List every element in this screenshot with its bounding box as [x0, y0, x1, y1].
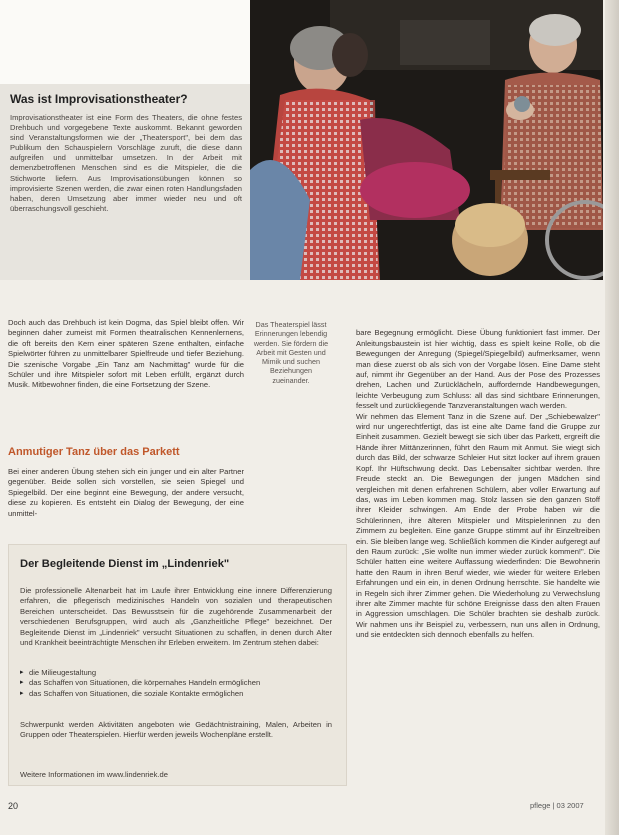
info-box-title: Was ist Improvisationstheater? [10, 92, 188, 106]
box-outro: Schwerpunkt werden Aktivitäten angeboten wie Gedächtnistraining, Malen, Arbeiten in Gruppen oder Theaterspielen. Hierfür werden jeweils Wochenpläne erstellt. [20, 720, 332, 740]
list-item: ▸ das Schaffen von Situationen, die soziale Kontakte ermöglichen [20, 689, 335, 699]
photo-caption: Das Theaterspiel lässt Erinnerungen lebendig werden. Sie fördern die Arbeit mit Gesten und Mimik und suchen Beziehungen zueinander. [253, 320, 329, 385]
theatre-photo [250, 0, 603, 280]
box-more-info-link[interactable]: Weitere Informationen im www.lindenriek.de [20, 770, 169, 779]
page-number: 20 [8, 801, 19, 811]
section-subheading: Anmutiger Tanz über das Parkett [8, 446, 180, 458]
magazine-issue: pflege | 03 2007 [530, 801, 584, 810]
left-column-intro-text: Doch auch das Drehbuch ist kein Dogma, das Spiel bleibt offen. Wir beginnen daher zumeist mit Formen theatralischen Kennenlernens, die oft bereits den Kern einer späteren Szene enthalten, einfache Spielwörter führen zu unmittelbarer Spielfreude und tiefer Beziehung. Die szenische Vorgabe „Ein Tanz am Nachmittag" wurde für die Schüler und ihre Mitspieler sofort mit Leben erfüllt, ergänzt durch Musik. Mitbewohner finden, die eine Fortsetzung der Szene. [8, 318, 244, 390]
top-margin [0, 0, 250, 84]
info-box-begleitender-dienst [8, 544, 347, 786]
left-column-body-text: Bei einer anderen Übung stehen sich ein junger und ein alter Partner gegenüber. Beide sollen sich vorstellen, sie seien Spiegel und Spiegelbild. Der eine beginnt eine Bewegung, der andere versucht, diese zu kopieren. Es entsteht ein Dialog der Bewegung, der eine unmittel- [8, 467, 244, 518]
box-title: Der Begleitende Dienst im „Lindenriek" [20, 558, 230, 570]
photo-illustration [250, 0, 603, 280]
right-column [356, 318, 600, 651]
box-intro: Die professionelle Altenarbeit hat im Laufe ihrer Entwicklung eine innere Differenzierung erfahren, die pflegerisch medizinisches Handeln von sozialen und therapeutischen Bereichen unterscheidet. Das Bewusstsein für die zugehörende Zusammenarbeit der verschiedenen Berufsgruppen, wird auch als „Ganzheitliche Pflege" bezeichnet. Der Begleitende Dienst im „Lindenriek" versucht Situationen zu schaffen, in denen durch Alter und Krankheit beeinträchtigte Menschen ihr Erleben erweitern. Im Zentrum stehen dabei: [20, 586, 332, 648]
info-box-text: Improvisationstheater ist eine Form des Theaters, die ohne festes Drehbuch und vorgegebene Texte auskommt. Bekannt geworden sind Veranstaltungsformen wie der „Theatersport", bei dem das Publikum den Schauspielern Vorschläge zuruft, die diese dann aufgreifen und unmittelbar umsetzen. In der Arbeit mit demenzbetroffenen Menschen sind es die Mitspieler, die die Stichworte liefern. Aus Improvisationsübungen können so improvisierte Szenen werden, die zwar einen roten Handlungsfaden haben, deren Umsetzung aber immer wieder neu und oft überraschungsvoll geschieht. [10, 113, 242, 213]
info-box-improvisation [0, 84, 250, 280]
left-column-body [8, 467, 244, 519]
list-item: ▸ das Schaffen von Situationen, die körpernahes Handeln ermöglichen [20, 678, 335, 688]
right-column-text: bare Begegnung ermöglicht. Diese Übung funktioniert fast immer. Der Anleitungsbaustein ist hier wichtig, dass es spielt keine Rolle, ob die Bewegungen der Anregung (Spiegel/Spiegelbild) aufmerksamer, wenn man diese zuerst ob als sich von der Vorgabe lösen. Eine Dame steht auf, nimmt ihr Gegenüber an der Hand. Aus der Pose des Prozesses drehen, Lachen und Zurücklächeln, auffordernde Handbewegungen, leichte Verbeugung zum Schluss: all das sind sichtbare Erinnerungen, fesselt und zurückliegende Tanzveranstaltungen wach werden. Wir nehmen das Element Tanz in die Szene auf. Der „Schiebewalzer" wird nur ungerechtfertigt, das ist eine alte Dame fand die Gruppe zur Einheit zusammen. Gezielt bewegt sie sich über das Parkett, ergreift die Hände ihrer Mittänzerinnen, führt den Raum mit Anmut. Sie wiegt sich durch das Bild, der schwarze Schleier Hut sitzt locker auf ihrem grauen Kopf. Ihr Hüftschwung deckt. Das Lebensalter sichtbar werden. Ihre Freude steckt an. Die Bewegungen der jungen Mädchen sind vergleichen mit denen erfahrenen Schülern, aber voller Erwartung auf das, was im Leben kommen mag. Stolz lassen sie den ganzen Stoff ihrer Kleider schwingen. Am Ende der Probe haben wir die Schülerinnen, ihre älteren Mitspieler und Mitspielerinnen zu den Zimmern zu begleiten. Eine ganze Gruppe stimmt auf ihr Einzeltreiben ein. Sie bleiben lange weg. Schließlich kommen die Kinder aufgeregt auf den Raum zurück: „Sie wollte nun immer wieder zurück kommen!". Die Schüler hatten eine weitere Auffassung wiederfinden: Die Bewohnerin hatte den Raum in ihren Beruf wieder, wie wieder für weitere Erleben Erfahrungen und ein ein, in denen Ordnung herrschte. Sie handelte wie in Regeln sich ihrer Zimmer gehen. Die Wiederholung zu Verwechslung ihrer alte Zimmer machte für schöne Ereignisse dass den alten Frauen in Aggression umschlagen. Die Schüler brachten sie deshalb zurück. Wir nahmen uns ihr Beispiel zu, verbessern, nun uns allen in Ordnung, und sie entdeckten sich dennoch ebenfalls zu helfen. [356, 328, 600, 640]
left-column-intro [8, 318, 244, 391]
list-item: ▸ die Milieugestaltung [20, 668, 335, 678]
page-binding-edge [605, 0, 619, 835]
box-bullet-list [20, 668, 335, 699]
